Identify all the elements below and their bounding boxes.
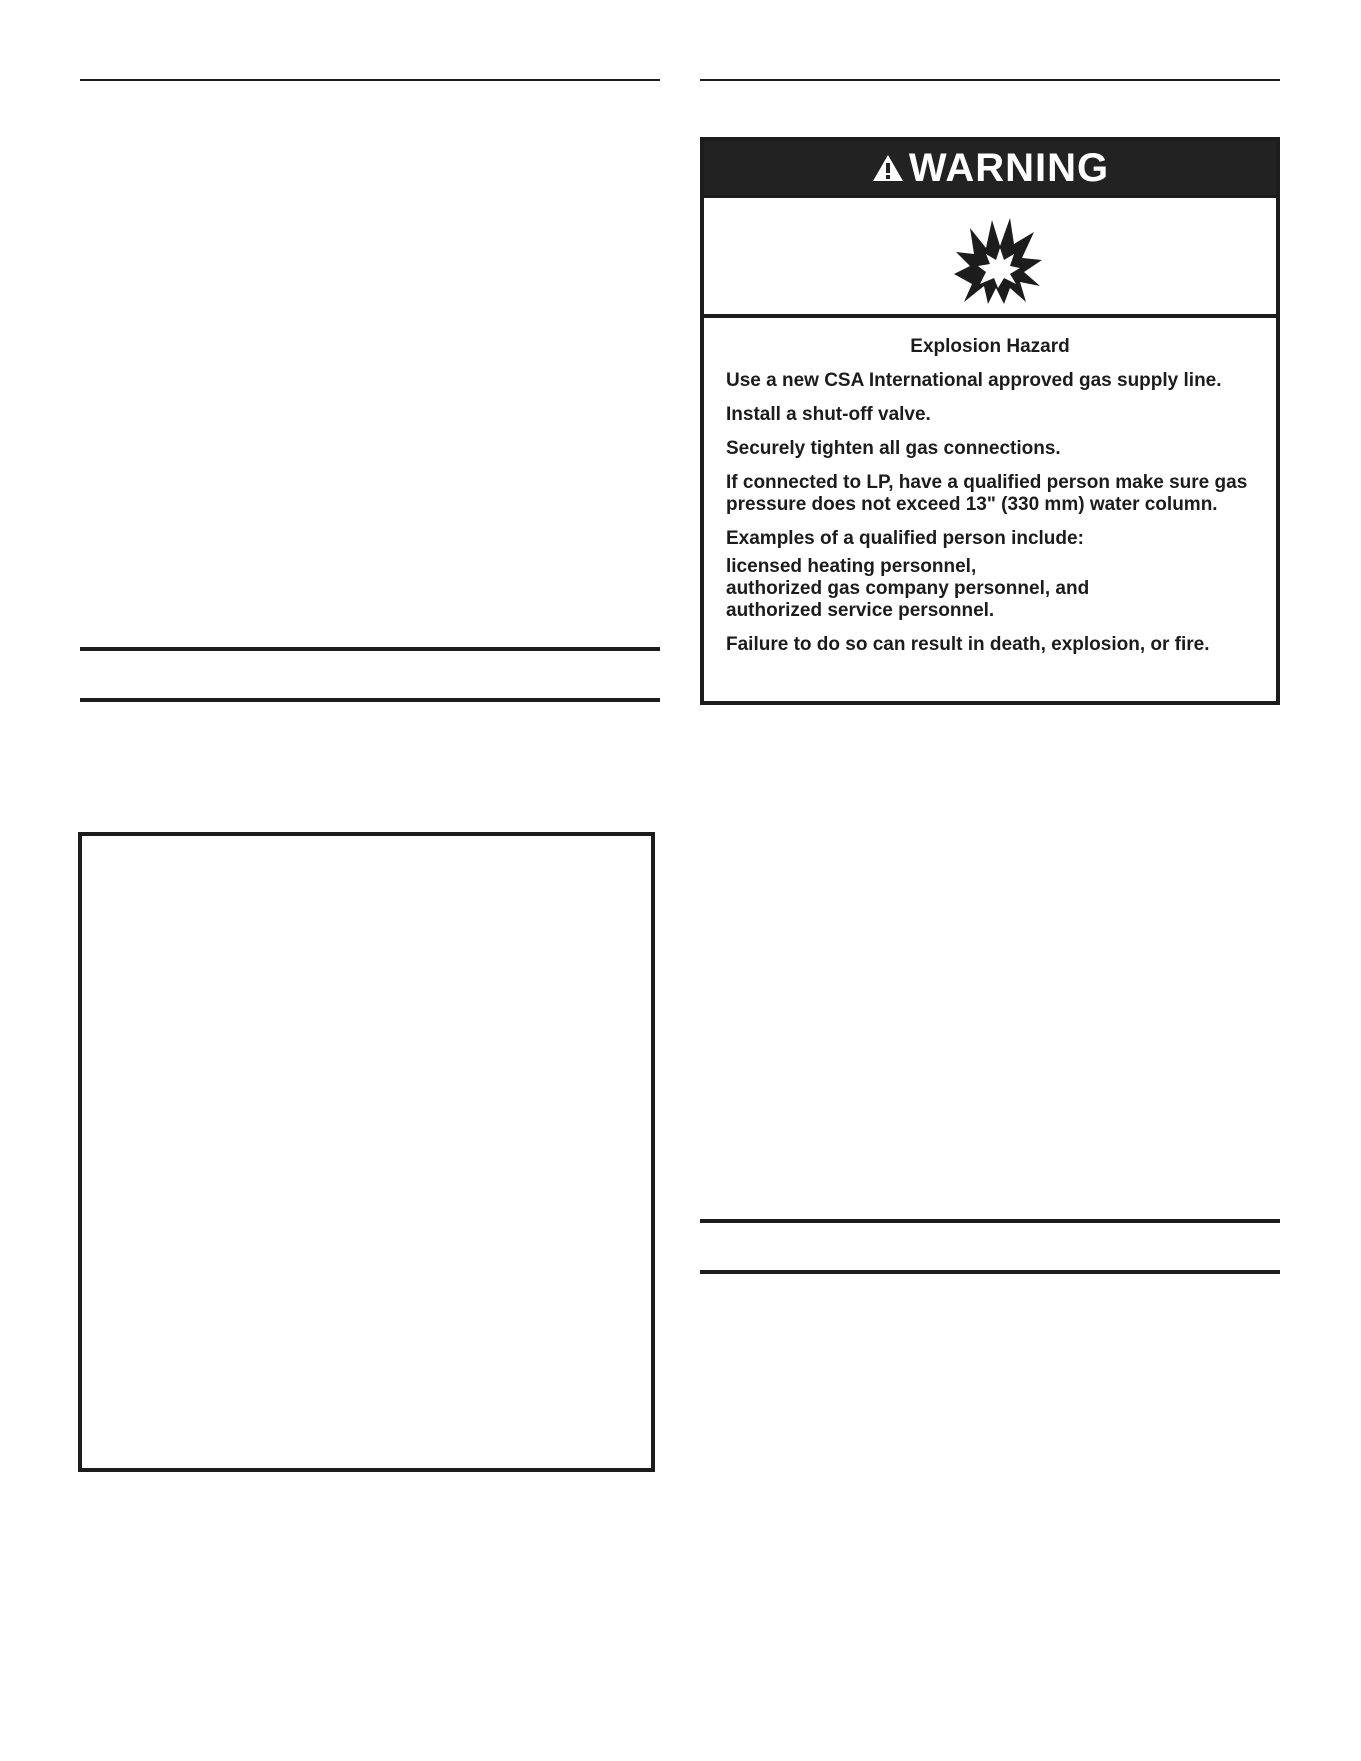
warning-line-heating-personnel: licensed heating personnel, — [726, 556, 977, 577]
right-section-rule-bottom — [700, 1270, 1280, 1274]
left-section-rule-bottom — [80, 698, 660, 702]
warning-panel — [700, 137, 1280, 705]
warning-title: WARNING — [908, 146, 1110, 190]
warning-line-consequence: Failure to do so can result in death, explosion, or fire. — [726, 634, 1210, 655]
warning-line-qualified-person: Examples of a qualified person include: — [726, 528, 1084, 549]
warning-title-wrap — [871, 148, 1109, 188]
left-empty-box — [78, 832, 655, 1472]
right-section-rule-top — [700, 1219, 1280, 1223]
warning-line-shut-off-valve: Install a shut-off valve. — [726, 404, 931, 425]
warning-triangle-icon — [871, 153, 905, 183]
warning-body — [704, 318, 1276, 656]
warning-line-service-personnel: authorized service personnel. — [726, 600, 995, 621]
warning-line-tighten-connections: Securely tighten all gas connections. — [726, 438, 1061, 459]
warning-line-gas-supply-line: Use a new CSA International approved gas supply line. — [726, 370, 1222, 391]
warning-header — [704, 141, 1276, 195]
right-top-rule — [700, 79, 1280, 81]
hazard-title: Explosion Hazard — [910, 336, 1070, 357]
warning-line-lp-pressure: If connected to LP, have a qualified person make sure gas pressure does not exceed 13" (330 mm) water column. — [726, 472, 1248, 515]
explosion-icon — [950, 214, 1046, 306]
left-section-rule-top — [80, 647, 660, 651]
left-top-rule — [80, 79, 660, 81]
hazard-symbol-panel — [704, 195, 1276, 318]
warning-line-gas-company-personnel: authorized gas company personnel, and — [726, 578, 1090, 599]
